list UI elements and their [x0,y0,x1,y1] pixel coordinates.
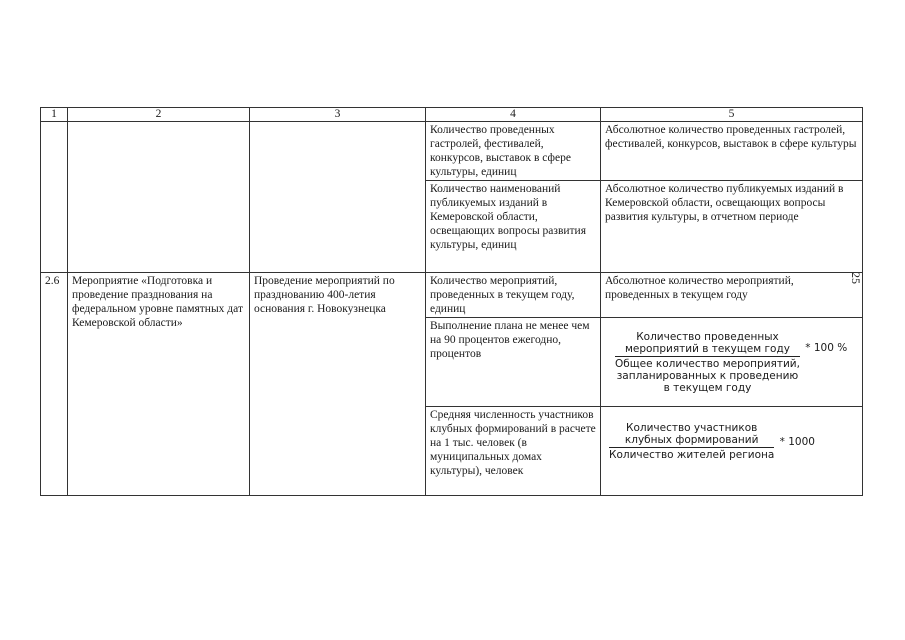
formula-numerator-1: Количество проведенных [636,331,779,343]
page-number: 25 [849,272,863,284]
header-col-4: 4 [426,108,601,122]
formula-fraction [609,422,774,461]
header-row [41,108,863,122]
formula-denominator-3: в текущем году [663,382,752,394]
cell-empty [68,122,250,273]
table-row [41,122,863,181]
header-col-2: 2 [68,108,250,122]
formula-denominator-2: запланированных к проведению [616,370,799,382]
formula-fraction [615,331,800,394]
method-cell: Абсолютное количество публикуемых изданий в Кемеровской области, освещающих вопросы развития культуры, в отчетном периоде [601,181,863,273]
header-col-5: 5 [601,108,863,122]
activity-cell: Проведение мероприятий по празднованию 400-летия основания г. Новокузнецка [250,273,426,496]
formula-numerator-2: клубных формирований [624,434,759,446]
header-col-1: 1 [41,108,68,122]
indicator-cell: Количество наименований публикуемых изданий в Кемеровской области, освещающих вопросы развития культуры, единиц [426,181,601,273]
formula-numerator-1: Количество участников [626,422,758,434]
indicators-table [40,107,863,496]
formula-numerator-2: мероприятий в текущем году [625,343,790,355]
formula-plan [605,319,858,394]
fraction-bar [615,356,800,357]
formula-multiplier: * 100 % [805,341,848,354]
method-cell: Абсолютное количество мероприятий, проведенных в текущем году [601,273,863,318]
cell-empty [250,122,426,273]
indicator-cell: Выполнение плана не менее чем на 90 процентов ежегодно, процентов [426,318,601,407]
fraction-bar [609,447,774,448]
formula-cell [601,318,863,407]
indicator-cell: Количество мероприятий, проведенных в текущем году, единиц [426,273,601,318]
formula-cell [601,407,863,496]
indicator-cell: Средняя численность участников клубных формирований в расчете на 1 тыс. человек (в муниципальных домах культуры), человек [426,407,601,496]
event-cell: Мероприятие «Подготовка и проведение празднования на федеральном уровне памятных дат Кемеровской области» [68,273,250,496]
row-number: 2.6 [41,273,68,496]
header-col-3: 3 [250,108,426,122]
formula-participants [605,408,858,461]
formula-denominator-1: Общее количество мероприятий, [615,358,800,370]
method-cell: Абсолютное количество проведенных гастролей, фестивалей, конкурсов, выставок в сфере культуры [601,122,863,181]
table-row [41,273,863,318]
cell-empty [41,122,68,273]
formula-multiplier: * 1000 [779,435,815,448]
formula-denominator-1: Количество жителей региона [609,449,775,461]
indicator-cell: Количество проведенных гастролей, фестивалей, конкурсов, выставок в сфере культуры, единиц [426,122,601,181]
